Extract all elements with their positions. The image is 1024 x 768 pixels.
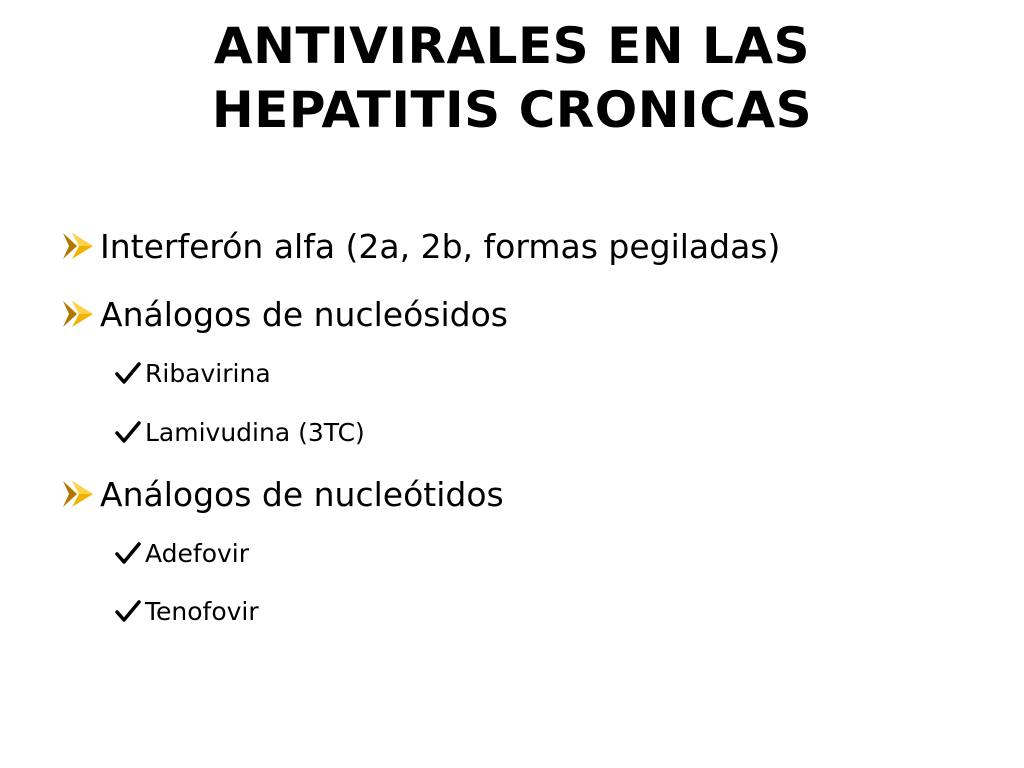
title-line-1: ANTIVIRALES EN LAS: [213, 17, 811, 75]
list-subitem-lamivudina: [114, 414, 365, 450]
checkmark-icon: [114, 360, 142, 386]
checkmark-icon: [114, 419, 142, 445]
list-item-interferon: [60, 224, 780, 268]
list-subitem-ribavirina: [114, 355, 271, 391]
list-subitem-label: Adefovir: [145, 538, 250, 568]
title-line-2: HEPATITIS CRONICAS: [211, 81, 813, 139]
list-item-nucleotidos: [60, 472, 504, 516]
list-item-label: Análogos de nucleótidos: [100, 474, 504, 514]
list-subitem-label: Ribavirina: [145, 358, 271, 388]
list-subitem-label: Tenofovir: [145, 596, 259, 626]
list-subitem-label: Lamivudina (3TC): [145, 417, 365, 447]
list-item-label: Análogos de nucleósidos: [100, 294, 508, 334]
list-subitem-tenofovir: [114, 593, 259, 629]
list-item-label: Interferón alfa (2a, 2b, formas pegiladas): [100, 226, 781, 266]
list-item-nucleosidos: [60, 292, 508, 336]
checkmark-icon: [114, 540, 142, 566]
arrow-bullet-icon: [60, 298, 96, 330]
checkmark-icon: [114, 598, 142, 624]
arrow-bullet-icon: [60, 230, 96, 262]
list-subitem-adefovir: [114, 535, 249, 571]
arrow-bullet-icon: [60, 478, 96, 510]
